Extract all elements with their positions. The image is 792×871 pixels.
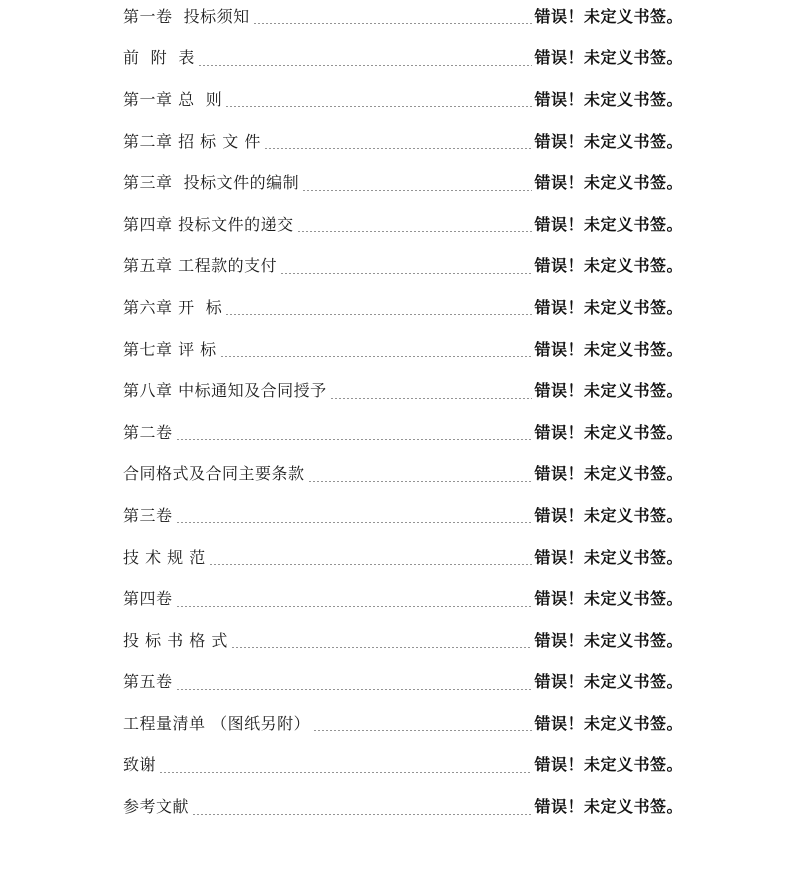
toc-entry-title: 第四章 投标文件的递交 [123,214,294,234]
dot-leader [225,106,532,107]
toc-entry-page: 错误！未定义书签。 [534,48,683,68]
toc-entry-page: 错误！未定义书签。 [534,797,683,817]
toc-entry[interactable] [123,537,683,579]
toc-entry[interactable] [123,329,683,371]
toc-entry-title: 第五卷 [123,672,173,692]
toc-entry[interactable] [123,246,683,288]
dot-leader [231,647,533,648]
toc-entry-page: 错误！未定义书签。 [534,6,683,26]
toc-entry-title: 工程量清单 （图纸另附） [123,713,311,733]
toc-entry[interactable] [123,703,683,745]
toc-entry[interactable] [123,38,683,80]
dot-leader [264,148,533,149]
toc-entry-page: 错误！未定义书签。 [534,131,683,151]
toc-entry-page: 错误！未定义书签。 [534,173,683,193]
toc-entry-page: 错误！未定义书签。 [534,672,683,692]
toc-entry-title: 第三卷 [123,505,173,525]
toc-entry[interactable] [123,162,683,204]
toc-entry-title: 第五章 工程款的支付 [123,256,278,276]
toc-entry-page: 错误！未定义书签。 [534,464,683,484]
dot-leader [209,564,533,565]
dot-leader [159,772,532,773]
toc-entry[interactable] [123,662,683,704]
toc-entry-title: 第八章 中标通知及合同授予 [123,381,327,401]
toc-entry-page: 错误！未定义书签。 [534,89,683,109]
dot-leader [220,356,533,357]
toc-entry[interactable] [123,620,683,662]
toc-entry-page: 错误！未定义书签。 [534,755,683,775]
toc-entry[interactable] [123,204,683,246]
toc-entry[interactable] [123,786,683,828]
toc-entry-title: 技 术 规 范 [123,547,206,567]
dot-leader [176,439,533,440]
dot-leader [253,23,533,24]
toc-entry-page: 错误！未定义书签。 [534,297,683,317]
dot-leader [176,606,533,607]
dot-leader [302,190,532,191]
toc-entry-title: 第一章 总 则 [123,89,223,109]
toc-entry[interactable] [123,0,683,38]
toc-entry-title: 第七章 评 标 [123,339,217,359]
toc-entry-page: 错误！未定义书签。 [534,713,683,733]
dot-leader [225,314,532,315]
toc-entry-page: 错误！未定义书签。 [534,630,683,650]
toc-entry-page: 错误！未定义书签。 [534,589,683,609]
toc-entry-title: 参考文献 [123,797,190,817]
toc-entry-page: 错误！未定义书签。 [534,422,683,442]
dot-leader [330,398,533,399]
dot-leader [176,522,533,523]
dot-leader [198,65,533,66]
toc-entry-title: 致谢 [123,755,157,775]
toc-entry-title: 合同格式及合同主要条款 [123,464,305,484]
dot-leader [192,814,532,815]
toc-entry-page: 错误！未定义书签。 [534,547,683,567]
toc-entry[interactable] [123,287,683,329]
toc-entry[interactable] [123,79,683,121]
toc-entry-page: 错误！未定义书签。 [534,214,683,234]
toc-entry[interactable] [123,578,683,620]
toc-entry-title: 第三章 投标文件的编制 [123,173,300,193]
dot-leader [280,273,532,274]
toc-entry[interactable] [123,454,683,496]
toc-entry-title: 第二卷 [123,422,173,442]
toc-entry-page: 错误！未定义书签。 [534,505,683,525]
toc-entry-title: 投 标 书 格 式 [123,630,228,650]
dot-leader [176,689,533,690]
toc-entry-page: 错误！未定义书签。 [534,256,683,276]
toc-entry-title: 前 附 表 [123,48,195,68]
table-of-contents [123,0,683,828]
toc-entry[interactable] [123,412,683,454]
toc-entry-title: 第一卷 投标须知 [123,6,250,26]
toc-entry[interactable] [123,495,683,537]
dot-leader [308,481,533,482]
dot-leader [313,730,532,731]
toc-entry-page: 错误！未定义书签。 [534,381,683,401]
toc-entry[interactable] [123,121,683,163]
dot-leader [297,231,533,232]
toc-entry-title: 第六章 开 标 [123,297,223,317]
toc-entry-title: 第四卷 [123,589,173,609]
toc-entry[interactable] [123,370,683,412]
toc-entry-page: 错误！未定义书签。 [534,339,683,359]
toc-entry[interactable] [123,745,683,787]
toc-entry-title: 第二章 招 标 文 件 [123,131,261,151]
